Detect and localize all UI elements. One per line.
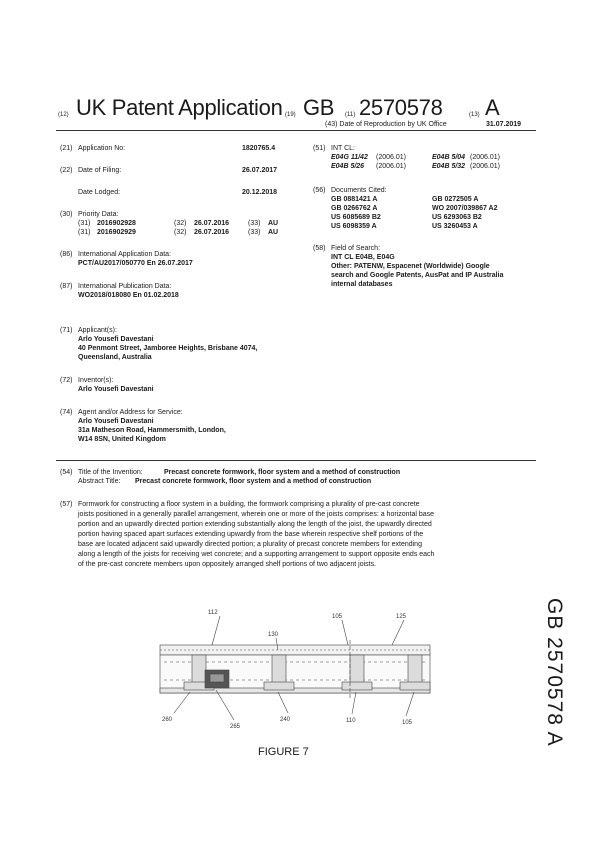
abstract-line: Formwork for constructing a floor system in a building, the formwork comprising a plurality of pre-cast concrete <box>78 501 420 508</box>
code-13: (13) <box>469 112 480 118</box>
inventor-line: Arlo Yousefi Davestani <box>78 386 154 393</box>
figure-label: 265 <box>230 724 241 730</box>
class-date: (2006.01) <box>470 154 500 161</box>
filing-date-label: Date of Filing: <box>78 167 122 174</box>
figure-label: 130 <box>268 632 279 638</box>
code-58: (58) <box>313 245 326 252</box>
code-72: (72) <box>60 377 73 384</box>
figure-label: 105 <box>402 720 413 726</box>
intcl-label: INT CL: <box>331 145 355 152</box>
code-71: (71) <box>60 327 73 334</box>
code-54: (54) <box>60 469 73 476</box>
code-86: (86) <box>60 251 73 258</box>
intl-application-label: International Application Data: <box>78 251 172 258</box>
class-date: (2006.01) <box>376 154 406 161</box>
class-date: (2006.01) <box>376 163 406 170</box>
application-no: 1820765.4 <box>242 145 276 152</box>
cited-document: GB 0272505 A <box>432 196 479 203</box>
applicant-line: 40 Penmont Street, Jamboree Heights, Brisbane 4074, <box>78 345 258 352</box>
abstract-line: portion and an upwardly directed portion extending substantially along the length of the joist, the upwardly directed <box>78 521 432 528</box>
abstract-line: joists positioned in a generally parallel arrangement, wherein one or more of the joists comprises: a horizontal base <box>78 511 435 518</box>
code-22: (22) <box>60 167 73 174</box>
priority-date: 26.07.2016 <box>194 220 230 227</box>
code-31: (31) <box>78 220 91 227</box>
header-rule <box>56 130 536 131</box>
inventor-label: Inventor(s): <box>78 377 114 384</box>
intl-publication-value: WO2018/018080 En 01.02.2018 <box>78 292 179 299</box>
side-publication-text: GB 2570578 A <box>543 598 566 747</box>
abstract-line: base are located adjacent said upwardly directed portion; a plurality of precast concrete members for extending <box>78 541 422 548</box>
kind-code: A <box>485 95 500 120</box>
filing-date: 26.07.2017 <box>242 167 278 174</box>
code-11: (11) <box>345 112 356 118</box>
intl-publication-label: International Publication Data: <box>78 283 172 290</box>
code-74: (74) <box>60 409 73 416</box>
reproduction-date-label: (43) Date of Reproduction by UK Office <box>325 121 447 128</box>
code-30: (30) <box>60 211 73 218</box>
applicant-line: Arlo Yousefi Davestani <box>78 336 154 343</box>
code-21: (21) <box>60 145 73 152</box>
class-code: E04B 5/32 <box>432 163 466 170</box>
code-32: (32) <box>174 229 187 236</box>
cited-document: GB 0266762 A <box>331 205 378 212</box>
priority-number: 2016902929 <box>97 229 136 236</box>
search-line: Other: PATENW, Espacenet (Worldwide) Google <box>331 263 490 270</box>
date-lodged: 20.12.2018 <box>242 189 278 196</box>
reproduction-date: 31.07.2019 <box>486 121 522 128</box>
section-rule <box>56 460 536 461</box>
invention-title: Precast concrete formwork, floor system and a method of construction <box>164 469 401 476</box>
date-lodged-label: Date Lodged: <box>78 189 121 196</box>
abstract-title: Precast concrete formwork, floor system and a method of construction <box>135 478 372 485</box>
class-code: E04G 11/42 <box>331 154 368 161</box>
document-title: UK Patent Application <box>76 95 283 120</box>
search-line: internal databases <box>331 281 393 288</box>
code-19: (19) <box>285 112 296 118</box>
priority-country: AU <box>268 220 279 227</box>
abstract-line: along a length of the joists for receiving wet concrete; and a supporting arrangement to support opposite ends each <box>78 551 435 558</box>
application-no-label: Application No: <box>78 145 126 152</box>
agent-line: 31a Matheson Road, Hammersmith, London, <box>78 427 226 434</box>
applicant-label: Applicant(s): <box>78 327 117 334</box>
figure-label: 240 <box>280 717 291 723</box>
code-33: (33) <box>248 229 261 236</box>
abstract-line: of the pre-cast concrete members upon oppositely arranged shelf portions of two adjacent joists. <box>78 561 377 568</box>
agent-line: Arlo Yousefi Davestani <box>78 418 154 425</box>
side-publication-number <box>540 598 566 768</box>
code-31: (31) <box>78 229 91 236</box>
invention-title-label: Title of the Invention: <box>78 469 143 476</box>
country-code: GB <box>303 95 335 120</box>
code-57: (57) <box>60 501 73 508</box>
search-line: search and Google Patents, AusPat and IP Australia <box>331 272 504 279</box>
class-date: (2006.01) <box>470 163 500 170</box>
figure-caption: FIGURE 7 <box>258 746 309 758</box>
priority-label: Priority Data: <box>78 211 119 218</box>
abstract-line: portion having spaced apart surfaces extending upwardly from the base wherein respective shelf portions of the <box>78 531 424 538</box>
class-code: E04B 5/04 <box>432 154 466 161</box>
cited-document: GB 0881421 A <box>331 196 378 203</box>
abstract-title-label: Abstract Title: <box>78 478 121 485</box>
figure-label: 112 <box>208 610 218 616</box>
code-32: (32) <box>174 220 187 227</box>
code-33: (33) <box>248 220 261 227</box>
figure-label: 260 <box>162 717 173 723</box>
code-12: (12) <box>58 112 69 118</box>
figure-label: 105 <box>332 614 343 620</box>
cited-document: US 6293063 B2 <box>432 214 482 221</box>
figure-7-drawing <box>150 600 440 730</box>
agent-label: Agent and/or Address for Service: <box>78 409 183 416</box>
priority-country: AU <box>268 229 279 236</box>
figure-label: 110 <box>346 718 356 724</box>
code-87: (87) <box>60 283 73 290</box>
cited-document: US 3260453 A <box>432 223 478 230</box>
field-of-search-label: Field of Search: <box>331 245 381 252</box>
priority-number: 2016902928 <box>97 220 136 227</box>
code-56: (56) <box>313 187 326 194</box>
class-code: E04B 5/26 <box>331 163 365 170</box>
applicant-line: Queensland, Australia <box>78 354 152 361</box>
cited-document: US 6085689 B2 <box>331 214 381 221</box>
priority-date: 26.07.2016 <box>194 229 230 236</box>
documents-cited-label: Documents Cited: <box>331 187 387 194</box>
code-51: (51) <box>313 145 326 152</box>
intl-application-value: PCT/AU2017/050770 En 26.07.2017 <box>78 260 193 267</box>
cited-document: US 6098359 A <box>331 223 377 230</box>
search-line: INT CL E04B, E04G <box>331 254 395 261</box>
agent-line: W14 8SN, United Kingdom <box>78 436 166 443</box>
patent-number: 2570578 <box>359 95 443 120</box>
cited-document: WO 2007/039867 A2 <box>432 205 498 212</box>
figure-label: 125 <box>396 614 407 620</box>
